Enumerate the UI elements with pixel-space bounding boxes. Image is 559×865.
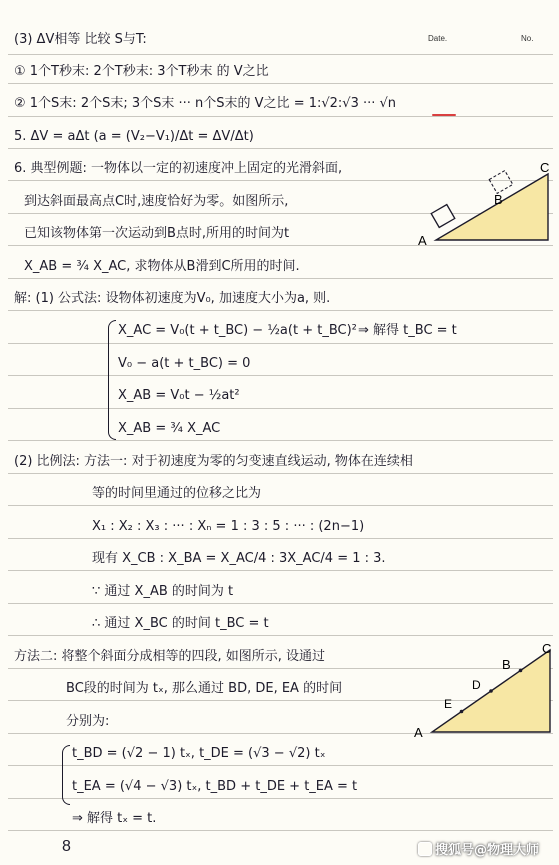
solution-heading: 解: (1) 公式法: 设物体初速度为V₀, 加速度大小为a, 则. — [14, 291, 331, 306]
point-D — [489, 689, 493, 693]
equation-brace-1 — [108, 320, 116, 440]
equation-brace-2 — [62, 745, 70, 805]
eq-velocity: V₀ − a(t + t_BC) = 0 — [118, 356, 251, 371]
rule-line — [8, 310, 553, 311]
rule-line — [8, 83, 553, 84]
displacement-ratio: X₁ : X₂ : X₃ : ··· : Xₙ = 1 : 3 : 5 : ··· : (2n−1) — [92, 519, 365, 534]
incline-figure-1 — [412, 160, 557, 250]
rule-line — [8, 635, 553, 636]
label-E: E — [444, 697, 453, 711]
example-line-2: 到达斜面最高点C时,速度恰好为零。如图所示, — [24, 194, 289, 209]
rule-line — [8, 798, 553, 799]
rule-line — [8, 603, 553, 604]
number-label: No. — [521, 34, 534, 43]
date-label: Date. — [428, 34, 448, 43]
rule-line — [8, 408, 553, 409]
rule-line — [8, 54, 553, 55]
method-two-2: BC段的时间为 tₓ, 那么通过 BD, DE, EA 的时间 — [66, 681, 343, 696]
rule-line — [8, 116, 553, 117]
ratio-rule-2: ② 1个S末: 2个S末; 3个S末 ··· n个S末的 V之比 = 1:√2:√3 ··· √n — [14, 96, 397, 111]
watermark — [418, 839, 539, 858]
watermark-text: 搜狐号@物理大师 — [435, 843, 540, 858]
label-B: B — [502, 657, 511, 672]
label-A: A — [414, 725, 423, 740]
watermark-logo-icon — [418, 842, 432, 856]
rule-line — [8, 538, 553, 539]
block-dashed — [489, 171, 513, 194]
current-ratio: 现有 X_CB : X_BA = X_AC/4 : 3X_AC/4 = 1 : 3. — [92, 551, 386, 566]
method-ratio-2: 等的时间里通过的位移之比为 — [92, 486, 262, 501]
final-result: ⇒ 解得 tₓ = t. — [72, 811, 157, 826]
time-bd-de: t_BD = (√2 − 1) tₓ, t_DE = (√3 − √2) tₓ — [72, 746, 326, 761]
block — [431, 205, 455, 228]
rule-line — [8, 148, 553, 149]
label-B: B — [494, 192, 503, 207]
delta-v-formula: 5. ΔV = aΔt (a = (V₂−V₁)/Δt = ΔV/Δt) — [14, 129, 254, 144]
rule-line — [8, 278, 553, 279]
eq-xac: X_AC = V₀(t + t_BC) − ½a(t + t_BC)² — [118, 323, 357, 338]
red-underline — [432, 114, 456, 116]
label-D: D — [472, 678, 481, 692]
label-A: A — [418, 233, 427, 248]
therefore-line: ∴ 通过 X_BC 的时间 t_BC = t — [92, 616, 269, 631]
ratio-rule-1: ① 1个T秒末: 2个T秒末: 3个T秒末 的 V之比 — [14, 64, 269, 79]
label-C: C — [540, 160, 550, 175]
eq-result-1: ⇒ 解得 t_BC = t — [358, 323, 457, 338]
method-ratio-1: (2) 比例法: 方法一: 对于初速度为零的匀变速直线运动, 物体在连续相 — [14, 454, 413, 469]
rule-line — [8, 440, 553, 441]
example-line-1: 6. 典型例题: 一物体以一定的初速度冲上固定的光滑斜面, — [14, 161, 343, 176]
method-two-1: 方法二: 将整个斜面分成相等的四段, 如图所示, 设通过 — [14, 649, 326, 664]
point-B — [519, 669, 523, 673]
eq-xab: X_AB = V₀t − ½at² — [118, 388, 240, 403]
rule-line — [8, 570, 553, 571]
page-number: 8 — [62, 838, 71, 855]
section-3-heading: (3) ΔV相等 比较 S与T: — [14, 32, 147, 47]
rule-line — [8, 375, 553, 376]
rule-line — [8, 343, 553, 344]
example-line-4: X_AB = ¾ X_AC, 求物体从B滑到C所用的时间. — [24, 259, 300, 274]
label-C: C — [542, 641, 552, 656]
rule-line — [8, 830, 553, 831]
rule-line — [8, 473, 553, 474]
point-E — [460, 710, 464, 714]
time-ea-sum: t_EA = (√4 − √3) tₓ, t_BD + t_DE + t_EA = t — [72, 779, 358, 794]
rule-line — [8, 505, 553, 506]
example-line-3: 已知该物体第一次运动到B点时,所用的时间为t — [24, 226, 290, 241]
rule-line — [8, 765, 553, 766]
incline-figure-2 — [410, 640, 558, 740]
because-line: ∵ 通过 X_AB 的时间为 t — [92, 584, 234, 599]
method-two-3: 分别为: — [66, 714, 110, 729]
eq-xab-ratio: X_AB = ¾ X_AC — [118, 421, 221, 436]
